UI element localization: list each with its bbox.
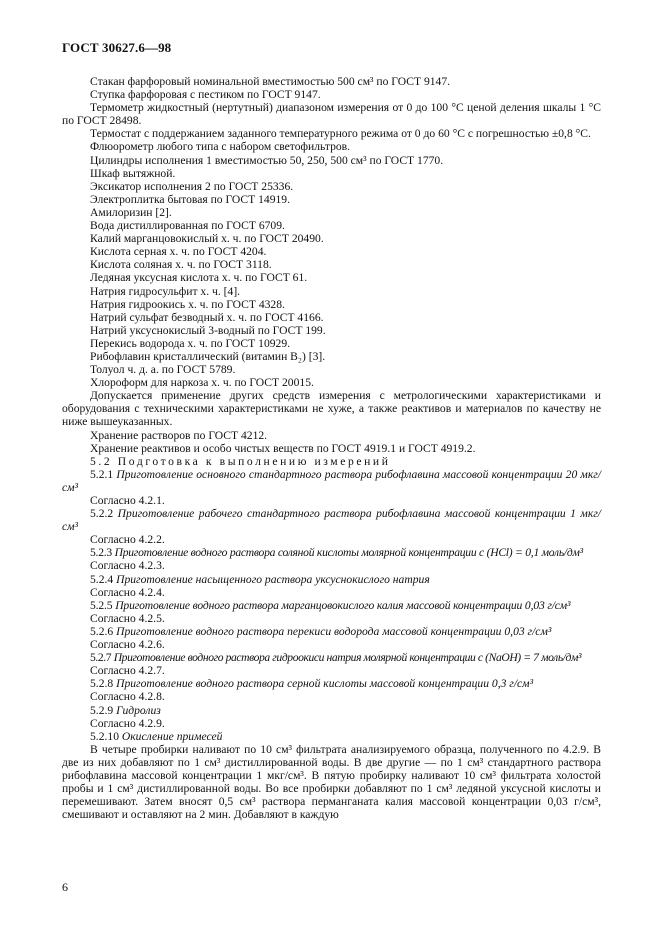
- text-line: Натрий сульфат безводный х. ч. по ГОСТ 4166.: [90, 310, 324, 324]
- subsection-title: [62, 468, 601, 494]
- subsection-number: 5.2.2: [90, 507, 114, 521]
- page-number: 6: [62, 880, 68, 894]
- subsection-title: [62, 599, 601, 612]
- text-paragraph: Термометр жидкостный (нертутный) диапазоном измерения от 0 до 100 °С ценой деления шкалы 1 °С по ГОСТ 28498.: [62, 101, 601, 128]
- text-line: Цилиндры исполнения 1 вместимостью 50, 250, 500 см³ по ГОСТ 1770.: [90, 153, 444, 167]
- text-line: Согласно 4.2.8.: [90, 690, 165, 704]
- subsection-title-text: Окисление примесей: [121, 729, 223, 743]
- text-line: Толуол ч. д. а. по ГОСТ 5789.: [90, 363, 236, 377]
- text-line: Согласно 4.2.7.: [90, 664, 165, 678]
- text-line: Вода дистиллированная по ГОСТ 6709.: [90, 219, 285, 233]
- subsection-number: 5.2.7: [90, 651, 112, 665]
- text-line: Хранение реактивов и особо чистых веществ по ГОСТ 4919.1 и ГОСТ 4919.2.: [90, 441, 476, 455]
- text-line: Хранение растворов по ГОСТ 4212.: [90, 428, 268, 442]
- subsection-title-text: Гидролиз: [116, 703, 161, 717]
- text-line: Ступка фарфоровая с пестиком по ГОСТ 9147.: [90, 88, 321, 102]
- text-line: Стакан фарфоровый номинальной вместимостью 500 см³ по ГОСТ 9147.: [90, 75, 451, 88]
- subsection-number: 5.2.6: [90, 624, 114, 638]
- subsection-title: [62, 573, 601, 586]
- subsection-number: 5.2.10: [90, 729, 119, 743]
- text-line: Флюорометр любого типа с набором светофильтров.: [90, 140, 351, 154]
- subsection-title-text: Приготовление основного стандартного раствора рибофлавина массовой концентрации 20 мкг/см³: [62, 467, 601, 494]
- subsection-title: [62, 704, 601, 717]
- subsection-title-text: Приготовление водного раствора соляной кислоты молярной концентрации с (HCl) = 0,1 моль/дм³: [114, 546, 583, 560]
- text-line: Перекись водорода х. ч. по ГОСТ 10929.: [90, 336, 291, 350]
- text-line: Шкаф вытяжной.: [90, 166, 176, 180]
- text-line: Натрия гидросульфит х. ч. [4].: [90, 284, 241, 298]
- text-line: Хлороформ для наркоза х. ч. по ГОСТ 20015.: [90, 376, 314, 390]
- subsection-title: [62, 546, 601, 559]
- text-paragraph: В четыре пробирки наливают по 10 см³ фильтрата анализируемого образца, полученного по 4.2.9. В две из них добавляют по 1 см³ дистиллированной воды. В две другие — по 1 см³ стандартного раствора рибофлавина массовой концентрации 1 мкг/см³. В пятую пробирку наливают 10 см³ фильтрата холостой пробы и 1 см³ дистиллированной воды. Во все пробирки добавляют по 1 см³ ледяной уксусной кислоты и перемешивают. Затем вносят 0,5 см³ раствора перманганата калия массовой концентрации 0,03 г/см³, смешивают и оставляют на 2 мин. Добавляют в каждую: [62, 742, 601, 822]
- subsection-number: 5.2.5: [90, 598, 113, 612]
- subsection-title: [62, 677, 601, 690]
- subsection-title-text: Приготовление насыщенного раствора уксуснокислого натрия: [116, 572, 430, 586]
- text-line: Кислота серная х. ч. по ГОСТ 4204.: [90, 245, 267, 259]
- text-line: Рибофлавин кристаллический (витамин B₂) [3].: [90, 349, 326, 363]
- subsection-title: [62, 507, 601, 533]
- text-line: Согласно 4.2.3.: [90, 559, 165, 573]
- text-paragraph: Допускается применение других средств измерения с метрологическими характеристиками и оборудования с техническими характеристиками не хуже, а также реактивов и материалов по качеству не ниже вышеуказанных.: [62, 389, 601, 429]
- subsection-number: 5.2.9: [90, 703, 114, 717]
- subsection-title: [62, 651, 601, 664]
- subsection-number: 5.2.4: [90, 572, 114, 586]
- text-line: Кислота соляная х. ч. по ГОСТ 3118.: [90, 258, 272, 272]
- text-line: Согласно 4.2.9.: [90, 716, 165, 730]
- text-line: Ледяная уксусная кислота х. ч. по ГОСТ 61.: [90, 271, 308, 285]
- text-line: Электроплитка бытовая по ГОСТ 14919.: [90, 192, 290, 206]
- document-header: ГОСТ 30627.6—98: [62, 40, 172, 55]
- subsection-title-text: Приготовление водного раствора серной кислоты массовой концентрации 0,3 г/см³: [116, 677, 534, 691]
- subsection-number: 5.2.8: [90, 677, 114, 691]
- subsection-title-text: Приготовление рабочего стандартного раствора рибофлавина массовой концентрации 1 мкг/см³: [62, 507, 601, 534]
- subsection-title-text: Приготовление водного раствора марганцовокислого калия массовой концентрации 0,03 г/см³: [115, 598, 571, 612]
- text-line: Согласно 4.2.6.: [90, 638, 165, 652]
- section-heading: 5.2 Подготовка к выполнению измерений: [90, 454, 391, 468]
- text-line: Термостат с поддержанием заданного температурного режима от 0 до 60 °С с погрешностью ±0,8 °С.: [90, 127, 591, 141]
- text-line: Согласно 4.2.4.: [90, 585, 165, 599]
- text-line: Амилоризин [2].: [90, 205, 172, 219]
- text-line: Согласно 4.2.5.: [90, 611, 165, 625]
- subsection-title: [62, 625, 601, 638]
- text-line: Эксикатор исполнения 2 по ГОСТ 25336.: [90, 179, 294, 193]
- subsection-title: [62, 730, 601, 743]
- text-line: Согласно 4.2.1.: [90, 494, 165, 507]
- subsection-number: 5.2.3: [90, 546, 112, 560]
- subsection-title-text: Приготовление водного раствора гидроокиси натрия молярной концентрации с (NaOH) = 7 моль/дм³: [113, 651, 582, 665]
- text-line: Калий марганцовокислый х. ч. по ГОСТ 20490.: [90, 232, 324, 246]
- text-line: Натрия гидроокись х. ч. по ГОСТ 4328.: [90, 297, 285, 311]
- subsection-number: 5.2.1: [90, 467, 114, 481]
- subsection-title-text: Приготовление водного раствора перекиси водорода массовой концентрации 0,03 г/см³: [116, 624, 552, 638]
- text-line: Натрий уксуснокислый 3-водный по ГОСТ 199.: [90, 323, 326, 337]
- text-line: Согласно 4.2.2.: [90, 533, 165, 547]
- page-body: [62, 75, 601, 821]
